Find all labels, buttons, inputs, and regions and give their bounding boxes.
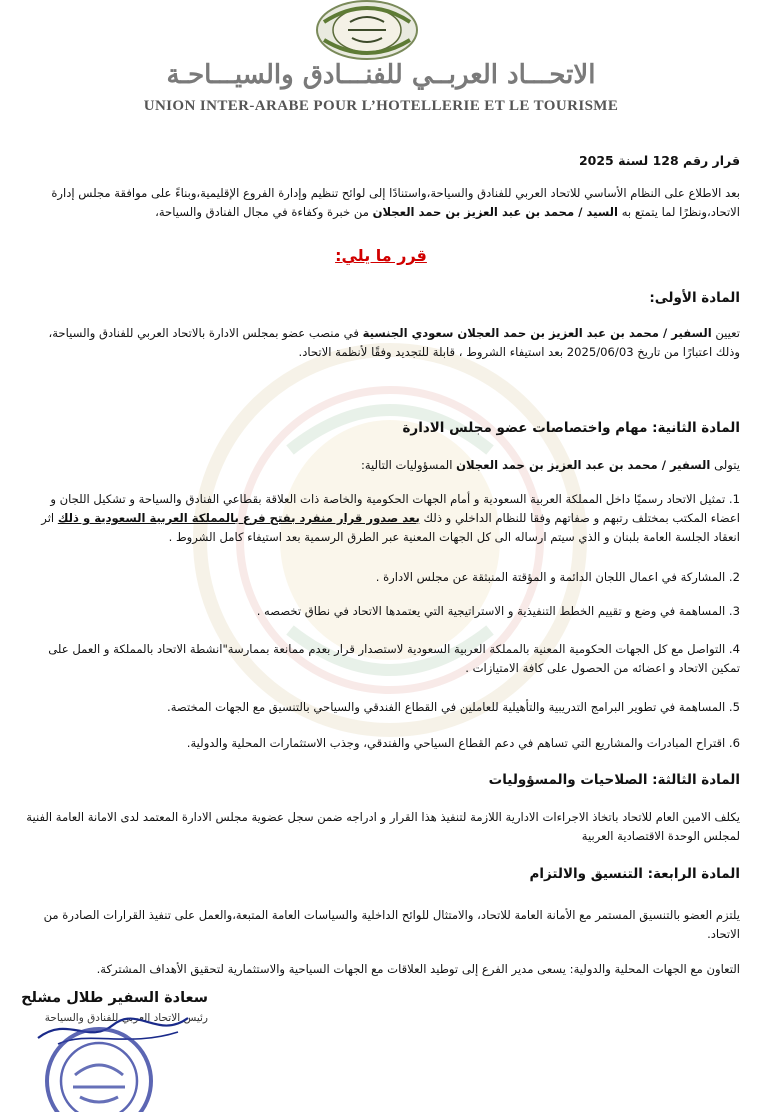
org-name-french: UNION INTER-ARABE POUR L’HOTELLERIE ET LE TOURISME (143, 98, 619, 114)
signatory-title: رئيس الاتحاد العربي للفنادق والسياحة (44, 1012, 208, 1024)
preamble-text-end: من خبرة وكفاءة في مجال الفنادق والسياحة، (155, 205, 373, 220)
signatory-name: سعادة السفير طلال مشلح (21, 990, 208, 1006)
union-logo-icon (312, 0, 422, 62)
article4-text2: التعاون مع الجهات المحلية والدولية: يسعى مدير الفرع إلى توطيد العلاقات مع الجهات السياحية والاستثمارية لتحقيق الأهداف المشتركة. (96, 962, 740, 976)
official-stamp-icon (40, 1025, 158, 1112)
article2-intro-start: يتولى (710, 458, 740, 472)
article2-item2: 2. المشاركة في اعمال اللجان الدائمة و المؤقتة المنبثقة عن مجلس الادارة . (375, 570, 740, 584)
item1-text-end: اثر انعقاد الجلسة العامة بلبنان و الذي سيتم ارساله الى كل الجهات المعنية عبر الطرق الرسمية بعد استيفاء كامل الشروط . (41, 511, 740, 545)
article2-heading: المادة الثانية: مهام واختصاصات عضو مجلس الادارة (402, 420, 740, 436)
article2-item1 (22, 490, 740, 547)
preamble (22, 184, 740, 222)
decision-number: قرار رقم 128 لسنة 2025 (578, 153, 740, 168)
article1-text-start: تعيين (711, 326, 740, 340)
article4-heading: المادة الرابعة: التنسيق والالتزام (529, 866, 740, 882)
article2-intro-name: السفير / محمد بن عبد العزيز بن حمد العجلان (456, 458, 711, 472)
article2-item4: 4. التواصل مع كل الجهات الحكومية المعنية بالمملكة العربية السعودية لاستصدار قرار بعدم ممانعة بممارسة"انشطة الاتحاد بالمملكة و العمل على تمكين الاتحاد و اعضائه من الحصول على كافة الامتيازات . (48, 642, 740, 676)
article2-intro (22, 456, 740, 475)
item1-text: 1. تمثيل الاتحاد رسميًا داخل المملكة العربية السعودية و أمام الجهات الحكومية والخاصة ذات العلاقة بقطاعي الفنادق والسياحة و تشكيل اللجان و اعضاء المكتب بمختلف رتبهم و صفاتهم وفقا للنظام الداخلي و ذلك (50, 492, 740, 526)
article1-appointee: السفير / محمد بن عبد العزيز بن حمد العجلان سعودي الجنسية (362, 326, 712, 340)
article2-intro-rest: المسؤوليات التالية: (360, 458, 457, 472)
preamble-name: السيد / محمد بن عبد العزيز بن حمد العجلان (372, 205, 619, 220)
article2-item5: 5. المساهمة في تطوير البرامج التدريبية والتأهيلية للعاملين في القطاع الفندقي والسياحي بالتنسيق مع الجهات المختصة. (167, 700, 740, 714)
article2-item6: 6. اقتراح المبادرات والمشاريع التي تساهم في دعم القطاع السياحي والفندقي، وجذب الاستثمارات المحلية والدولية. (186, 736, 740, 750)
article2-item3: 3. المساهمة في وضع و تقييم الخطط التنفيذية و الاستراتيجية التي يعتمدها الاتحاد في نطاق تخصصه . (256, 604, 740, 618)
article3-heading: المادة الثالثة: الصلاحيات والمسؤوليات (488, 772, 740, 788)
article4-text1: يلتزم العضو بالتنسيق المستمر مع الأمانة العامة للاتحاد، والامتثال للوائح الداخلية والسياسات العامة المتبعة،والعمل على تنفيذ القرارات الصادرة من الاتحاد. (43, 908, 740, 942)
article3-text: يكلف الامين العام للاتحاد باتخاذ الاجراءات الادارية اللازمة لتنفيذ هذا القرار و ادراجه ضمن سجل عضوية مجلس الادارة المعتمد لدى الامانة العامة الفنية لمجلس الوحدة الاقتصادية العربية (26, 810, 740, 844)
preamble-text: بعد الاطلاع على النظام الأساسي للاتحاد العربي للفنادق والسياحة،واستنادًا إلى لوائح تنظيم وإدارة الفروع الإقليمية،وبناءً على موافقة مجلس إدارة الاتحاد،ونظرًا لما يتمتع به (51, 186, 740, 220)
article1-text-rest: في منصب عضو بمجلس الادارة بالاتحاد العربي للفنادق والسياحة، وذلك اعتبارًا من تاريخ 2025/06/03 بعد استيفاء الشروط ، قابلة للتجديد وفقًا لأنظمة الاتحاد. (48, 326, 740, 360)
article1-heading: المادة الأولى: (649, 290, 740, 306)
org-name-arabic: الاتحـــاد العربــي للفنـــادق والسيـــاحـة (166, 60, 596, 90)
item1-underlined: بعد صدور قرار منفرد بفتح فرع بالمملكة العربية السعودية و ذلك (57, 511, 420, 526)
article1-text (22, 324, 740, 362)
decided-title: قرر ما يلي: (335, 246, 427, 265)
